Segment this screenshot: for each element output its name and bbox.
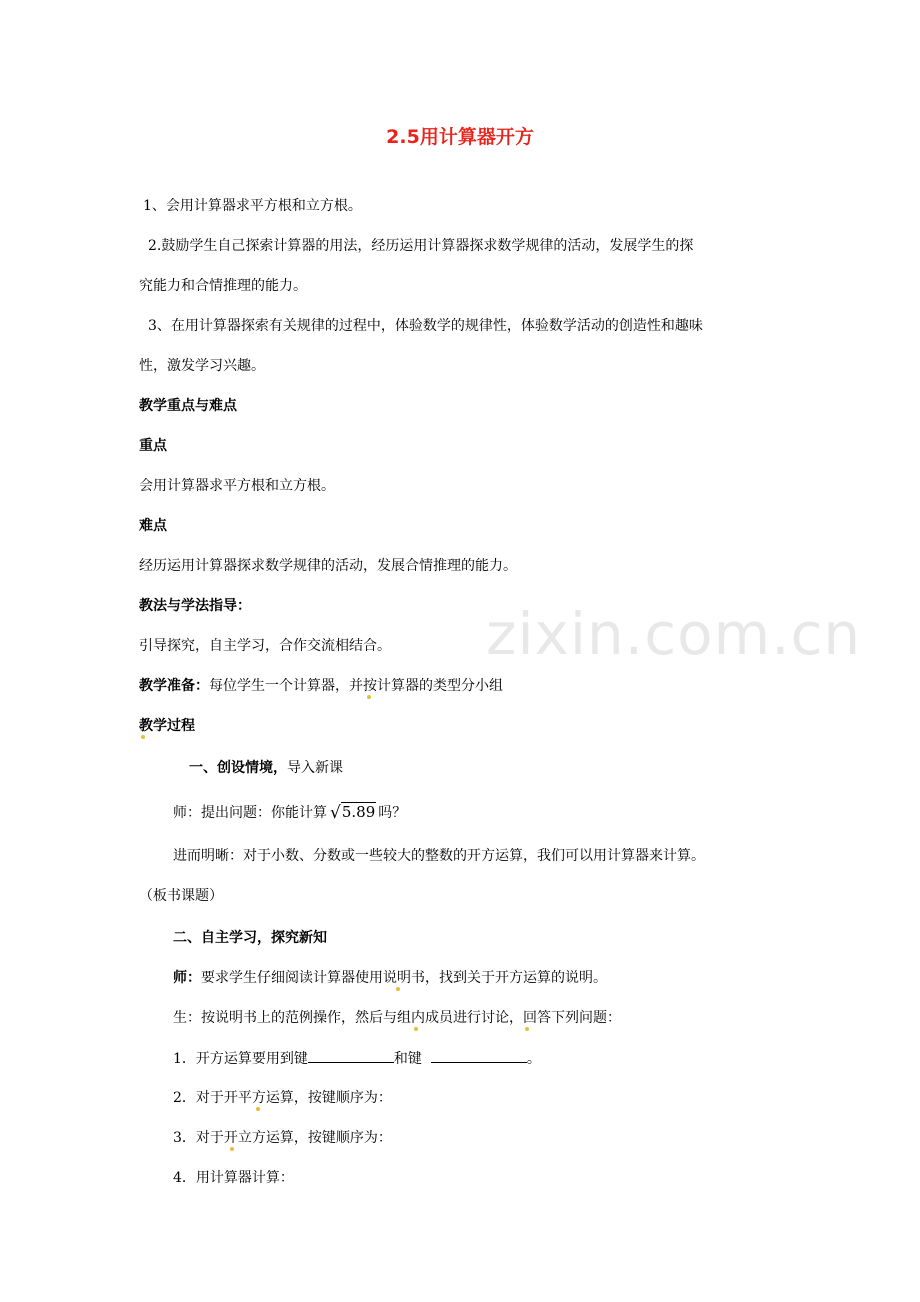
- section2-student: 生：按说明书上的范例操作，然后与组内成员进行讨论，回答下列问题：: [173, 1010, 621, 1026]
- section1-heading: [189, 758, 343, 778]
- question-1: [173, 1048, 541, 1069]
- q1-prefix: 1．开方运算要用到键: [173, 1051, 308, 1067]
- section2-heading: 二、自主学习，探究新知: [173, 930, 327, 946]
- decorative-dot: [525, 1027, 529, 1031]
- prep-label: 教学准备：: [139, 678, 209, 694]
- method-text: 引导探究，自主学习，合作交流相结合。: [139, 638, 391, 654]
- section1-heading-bold: 一、创设情境，: [189, 760, 287, 776]
- decorative-dot: [396, 987, 400, 991]
- question-3: 3．对于开立方运算，按键顺序为：: [173, 1130, 392, 1146]
- method-heading: 教法与学法指导：: [139, 598, 251, 614]
- question-4: 4．用计算器计算：: [173, 1170, 294, 1186]
- radicand: 5.89: [341, 803, 376, 821]
- teacher-label: 师：: [173, 970, 201, 986]
- radical-icon: √: [330, 803, 341, 823]
- difficult-text: 经历运用计算器探求数学规律的活动，发展合情推理的能力。: [139, 558, 517, 574]
- page-title: 2.5用计算器开方: [386, 126, 534, 148]
- prep-text: 每位学生一个计算器，并按计算器的类型分小组: [209, 678, 503, 694]
- process-heading: 教学过程: [139, 718, 195, 734]
- section2-teacher: [173, 968, 607, 988]
- key-heading: 重点: [139, 438, 167, 454]
- question-prefix: 师：提出问题：你能计算: [173, 805, 327, 821]
- q1-suffix: 。: [526, 1051, 541, 1067]
- question-suffix: 吗？: [378, 805, 407, 821]
- square-root-expression: [330, 802, 376, 823]
- goal-2-line-1: 2.鼓励学生自己探索计算器的用法，经历运用计算器探求数学规律的活动，发展学生的探: [148, 238, 694, 254]
- section1-heading-rest: 导入新课: [287, 760, 343, 776]
- question-2: 2．对于开平方运算，按键顺序为：: [173, 1090, 392, 1106]
- decorative-dot: [230, 1147, 234, 1151]
- difficult-heading: 难点: [139, 518, 167, 534]
- goal-1: 1、会用计算器求平方根和立方根。: [143, 198, 362, 214]
- goal-3-line-1: 3、在用计算器探索有关规律的过程中，体验数学的规律性，体验数学活动的创造性和趣味: [148, 318, 703, 334]
- answer-blank-1[interactable]: [308, 1048, 394, 1063]
- watermark: zixin.com.cn: [486, 600, 862, 668]
- decorative-dot: [256, 1107, 260, 1111]
- key-difficult-heading: 教学重点与难点: [139, 398, 237, 414]
- section1-board: （板书课题）: [139, 888, 223, 904]
- decorative-dot: [414, 1027, 418, 1031]
- decorative-dot: [367, 695, 371, 699]
- section1-explain: 进而明晰：对于小数、分数或一些较大的整数的开方运算，我们可以用计算器来计算。: [173, 848, 705, 864]
- teacher-text: 要求学生仔细阅读计算器使用说明书，找到关于开方运算的说明。: [201, 970, 607, 986]
- q1-middle: 和键: [393, 1051, 422, 1067]
- answer-blank-2[interactable]: [431, 1048, 527, 1063]
- goal-3-line-2: 性，激发学习兴趣。: [139, 358, 265, 374]
- prep-line: [139, 676, 503, 696]
- goal-2-line-2: 究能力和合情推理的能力。: [139, 278, 307, 294]
- key-text: 会用计算器求平方根和立方根。: [139, 478, 335, 494]
- section1-question: [173, 802, 406, 823]
- decorative-dot: [141, 735, 145, 739]
